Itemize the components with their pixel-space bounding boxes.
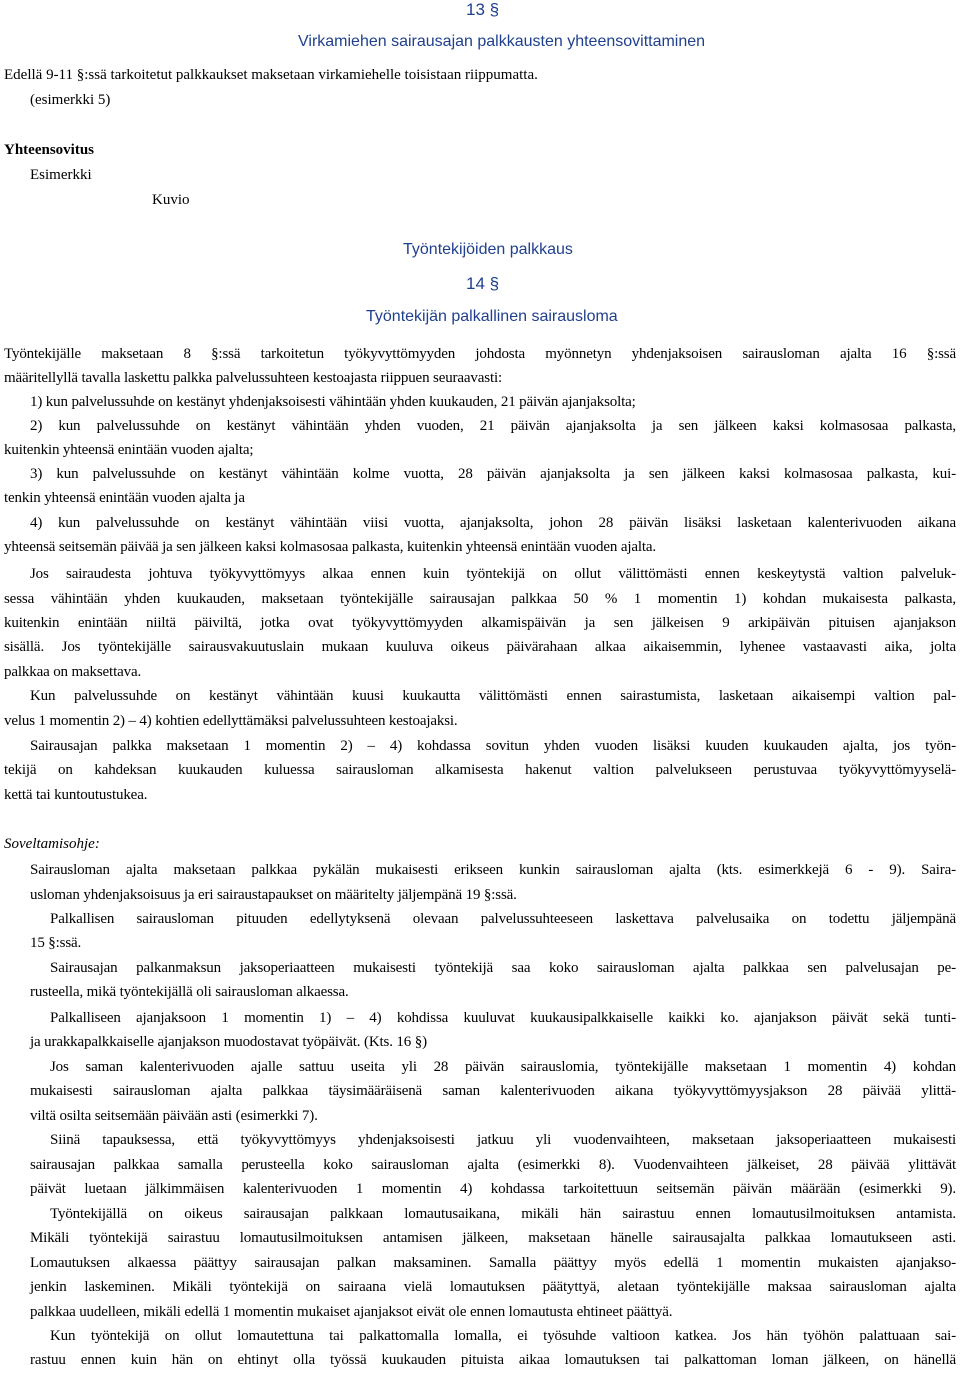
guidance-line: Palkallisen sairausloman pituuden edellytyksenä olevaan palvelussuhteeseen laskettava palvelusaika on todettu jäljempänä <box>50 911 956 927</box>
list-item-4: 4) kun palvelussuhde on kestänyt vähintään viisi vuotta, ajanjaksolta, johon 28 päivän lisäksi lasketaan kalenterivuoden aikana <box>30 515 956 531</box>
guidance-line: usloman yhdenjaksoisuus ja eri sairaustapaukset on määritelty jäljempänä 19 §:ssä. <box>30 887 517 903</box>
body-line: kettä tai kuntoutustukea. <box>4 787 148 803</box>
body-line: tekijä on kahdeksan kuukauden kuluessa sairausloman alkamisesta hakenut valtion palvelukseen perustuvaa työkyvyttömyyselä- <box>4 762 956 778</box>
guidance-line: Siinä tapauksessa, että työkyvyttömyys yhdenjaksoisesti jatkuu yli vuodenvaihteen, maksetaan jaksoperiaatteen mukaisesti <box>50 1132 956 1148</box>
guidance-line: Sairausloman ajalta maksetaan palkkaa pykälän mukaisesti erikseen kunkin sairausloman ajalta (kts. esimerkkejä 6 - 9). Saira- <box>30 862 956 878</box>
guidance-line: Sairausajan palkanmaksun jaksoperiaatteen mukaisesti työntekijä saa koko sairausloman ajalta palkkaa sen palvelusajan pe- <box>50 960 956 976</box>
body-line: Sairausajan palkka maksetaan 1 momentin 2) – 4) kohdassa sovitun yhden vuoden lisäksi kuuden kuukauden ajalta, jos työn- <box>30 738 956 754</box>
guidance-line: mukaisesti sairausloman ajalta palkkaa täysimääräisenä saman kalenterivuoden aikana työkyvyttömyysjakson 28 päivää ylittä- <box>30 1083 956 1099</box>
body-line: kuitenkin enintään niiltä päiviltä, jotka ovat työkyvyttömyyden alkamispäivän ja sen jälkeisen 9 arkipäivän pituisen ajanjakson <box>4 615 956 631</box>
body-line: Kun palvelussuhde on kestänyt vähintään kuusi kuukautta välittömästi ennen sairastumista, lasketaan aikaisempi valtion pal- <box>30 688 956 704</box>
section-13-number: 13 § <box>466 0 500 19</box>
body-line: Työntekijälle maksetaan 8 §:ssä tarkoitetun työkyvyttömyyden johdosta myönnetyn yhdenjaksoisen sairausloman ajalta 16 §:ssä <box>4 346 956 362</box>
section-14-number: 14 § <box>466 274 500 293</box>
guidance-line: palkkaa uudelleen, mikäli edellä 1 momentin mukaiset ajanjaksot eivät ole ennen lomautusta ehtineet päättyä. <box>30 1304 673 1320</box>
list-item-3-cont: tenkin yhteensä enintään vuoden ajalta ja <box>4 490 245 506</box>
section-13-heading: Virkamiehen sairausajan palkkausten yhteensovittaminen <box>298 33 706 50</box>
body-line: sessa vähintään yhden kuukauden, maksetaan työntekijälle sairausajan palkkaa 50 % 1 momentin 1) kohdan mukaisesta palkasta, <box>4 591 956 607</box>
guidance-line: Palkalliseen ajanjaksoon 1 momentin 1) – 4) kohdissa kuuluvat kuukausipalkkaiselle kaikki ko. ajanjakson päivät sekä tunti- <box>50 1010 956 1026</box>
chapter-title: Työntekijöiden palkkaus <box>403 241 573 258</box>
guidance-line: Kun työntekijä on ollut lomautettuna tai palkattomalla lomalla, ei työsuhde valtioon katkea. Jos hän työhön palattuaan sai- <box>50 1328 956 1344</box>
list-item-2: 2) kun palvelussuhde on kestänyt vähintään yhden vuoden, 21 päivän ajanjaksolta ja sen jälkeen kaksi kolmasosaa palkasta, <box>30 418 956 434</box>
label-yhteensovitus: Yhteensovitus <box>4 142 95 158</box>
body-line: Jos sairaudesta johtuva työkyvyttömyys alkaa ennen kuin työntekijä on ollut välittömästi ennen keskeytystä valtion palveluk- <box>30 566 956 582</box>
guidance-line: viltä osilta seitsemään päivään asti (esimerkki 7). <box>30 1108 318 1124</box>
body-line: sisällä. Jos työntekijälle sairausvakuutuslain mukaan kuuluva oikeus päivärahaan alkaa aikaisemmin, lyhenee vastaavasti aika, jolta <box>4 639 956 655</box>
guidance-line: jenkin laskeminen. Mikäli työntekijä on sairaana vielä lomautuksen päätyttyä, aletaan työntekijälle maksaa sairausloman ajalta <box>30 1279 956 1295</box>
guidance-line: Lomautuksen alkaessa päättyy sairausajan palkan maksaminen. Samalla päättyy myös edellä 1 momentin mukaisten ajanjakso- <box>30 1255 956 1271</box>
guidance-line: 15 §:ssä. <box>30 935 82 951</box>
guidance-line: rastuu ennen kuin hän on ehtinyt olla työssä kuukauden pituista aikaa lomautuksen tai palkattoman loman jälkeen, on hänellä <box>30 1352 956 1368</box>
list-item-1: 1) kun palvelussuhde on kestänyt yhdenjaksoisesti vähintään yhden kuukauden, 21 päivän ajanjaksolta; <box>30 394 636 410</box>
list-item-4-cont: yhteensä seitsemän päivää ja sen jälkeen kaksi kolmasosaa palkasta, kuitenkin yhteensä enintään vuoden ajalta. <box>4 539 657 555</box>
label-kuvio: Kuvio <box>152 192 190 208</box>
soveltamisohje-label: Soveltamisohje: <box>4 836 100 852</box>
list-item-2-cont: kuitenkin yhteensä enintään vuoden ajalta; <box>4 442 254 458</box>
section-14-heading: Työntekijän palkallinen sairausloma <box>366 308 618 325</box>
label-esimerkki: Esimerkki <box>30 167 92 183</box>
intro-paragraph: Edellä 9-11 §:ssä tarkoitetut palkkaukset maksetaan virkamiehelle toisistaan riippumatta. <box>4 67 538 83</box>
guidance-line: Jos saman kalenterivuoden ajalle sattuu useita yli 28 päivän sairauslomia, työntekijälle maksetaan 1 momentin 4) kohdan <box>50 1059 956 1075</box>
guidance-line: ja urakkapalkkaiselle ajanjakson muodostavat työpäivät. (Kts. 16 §) <box>30 1034 427 1050</box>
example-reference: (esimerkki 5) <box>30 92 111 108</box>
list-item-3: 3) kun palvelussuhde on kestänyt vähintään kolme vuotta, 28 päivän ajanjaksolta ja sen jälkeen kaksi kolmasosaa palkasta, kui- <box>30 466 956 482</box>
guidance-line: sairausajan palkkaa samalla perusteella koko sairausloman ajalta (esimerkki 8). Vuodenvaihteen jälkeiset, 28 päivää ylittävät <box>30 1157 956 1173</box>
guidance-line: rusteella, mikä työntekijällä oli sairausloman alkaessa. <box>30 984 349 1000</box>
body-line: määritellyllä tavalla laskettu palkka palvelussuhteen kestoajasta riippuen seuraavasti: <box>4 370 503 386</box>
guidance-line: Työntekijällä on oikeus sairausajan palkkaan lomautusaikana, mikäli hän sairastuu ennen lomautusilmoituksen antamista. <box>50 1206 956 1222</box>
body-line: velus 1 momentin 2) – 4) kohtien edellyttämäksi palvelussuhteen kestoajaksi. <box>4 713 458 729</box>
body-line: palkkaa on maksettava. <box>4 664 142 680</box>
guidance-line: Mikäli työntekijä sairastuu lomautusilmoituksen antamisen jälkeen, maksetaan hänelle sairausajalta palkkaa lomautukseen asti. <box>30 1230 956 1246</box>
guidance-line: päivät luetaan jälkimmäisen kalenterivuoden 1 momentin 4) kohdassa tarkoitettuun seitsemän päivän määrään (esimerkki 9). <box>30 1181 956 1197</box>
